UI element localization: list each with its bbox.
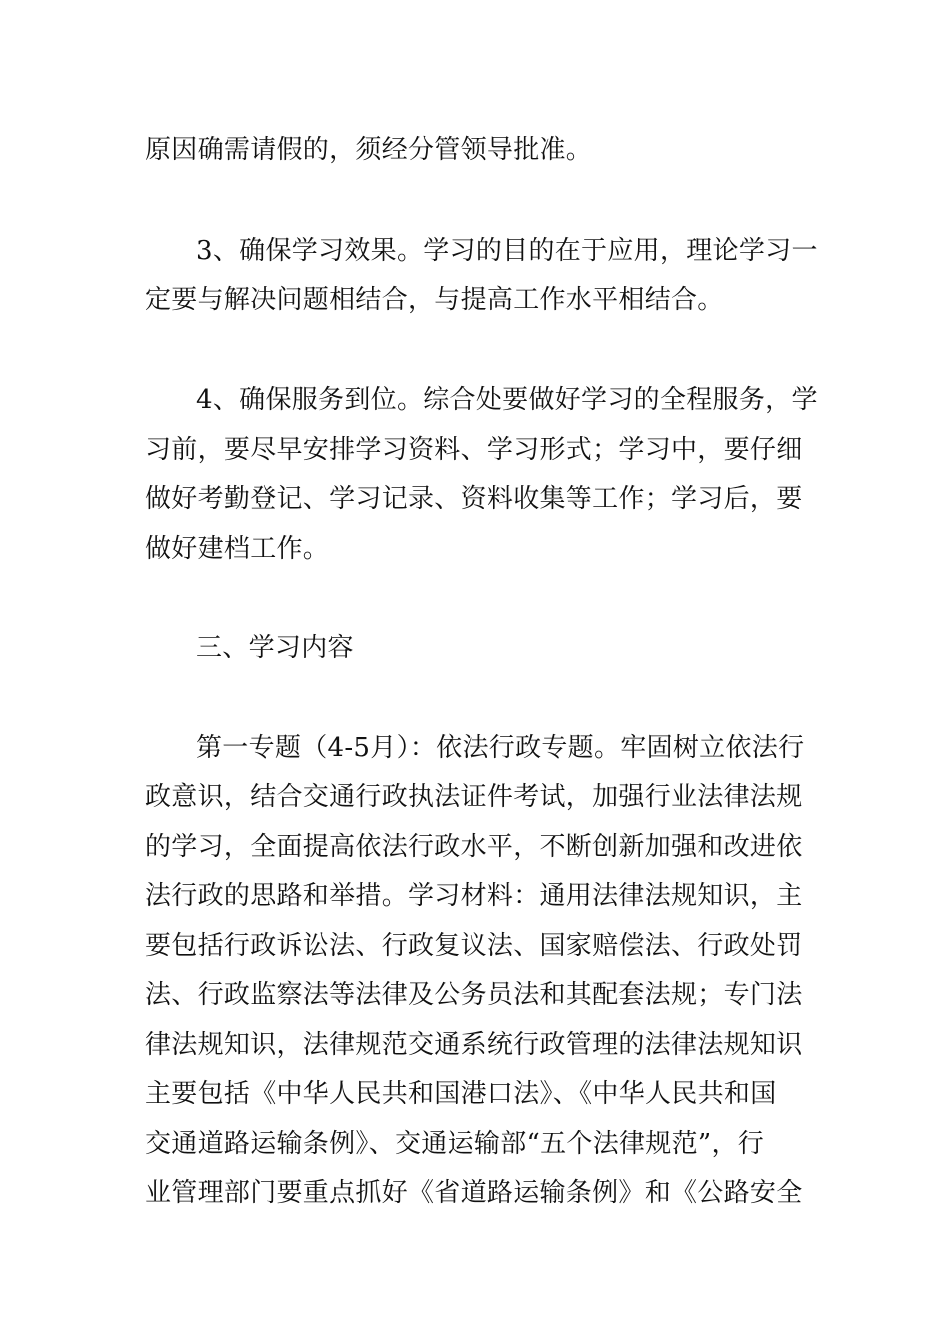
- section-heading: 三、学习内容: [196, 633, 354, 663]
- topic-1-line-3: 的学习，全面提高依法行政水平，不断创新加强和改进依: [145, 832, 803, 862]
- paragraph-4-line-3: 做好考勤登记、学习记录、资料收集等工作；学习后，要: [145, 484, 803, 514]
- paragraph-4-line-4: 做好建档工作。: [145, 534, 330, 564]
- topic-1-line-4: 法行政的思路和举措。学习材料：通用法律法规知识，主: [145, 881, 803, 911]
- paragraph-3-line-1: 3、确保学习效果。学习的目的在于应用，理论学习一: [196, 236, 818, 266]
- topic-1-line-1: 第一专题（4-5月）：依法行政专题。牢固树立依法行: [196, 733, 805, 763]
- topic-1-line-6: 法、行政监察法等法律及公务员法和其配套法规；专门法: [145, 980, 803, 1010]
- topic-1-line-2: 政意识，结合交通行政执法证件考试，加强行业法律法规: [145, 782, 803, 812]
- paragraph-4-line-1: 4、确保服务到位。综合处要做好学习的全程服务，学: [196, 385, 818, 415]
- topic-1-line-8: 主要包括《中华人民共和国港口法》、《中华人民共和国: [145, 1079, 777, 1109]
- paragraph-3-line-2: 定要与解决问题相结合，与提高工作水平相结合。: [145, 285, 724, 315]
- topic-1-line-10: 业管理部门要重点抓好《省道路运输条例》和《公路安全: [145, 1178, 803, 1208]
- paragraph-4-line-2: 习前，要尽早安排学习资料、学习形式；学习中，要仔细: [145, 435, 803, 465]
- topic-1-line-9: 交通道路运输条例》、交通运输部“五个法律规范”，行: [145, 1129, 765, 1159]
- topic-1-line-5: 要包括行政诉讼法、行政复议法、国家赔偿法、行政处罚: [145, 931, 803, 961]
- topic-1-line-7: 律法规知识，法律规范交通系统行政管理的法律法规知识: [145, 1030, 803, 1060]
- paragraph-line: 原因确需请假的，须经分管领导批准。: [145, 135, 593, 165]
